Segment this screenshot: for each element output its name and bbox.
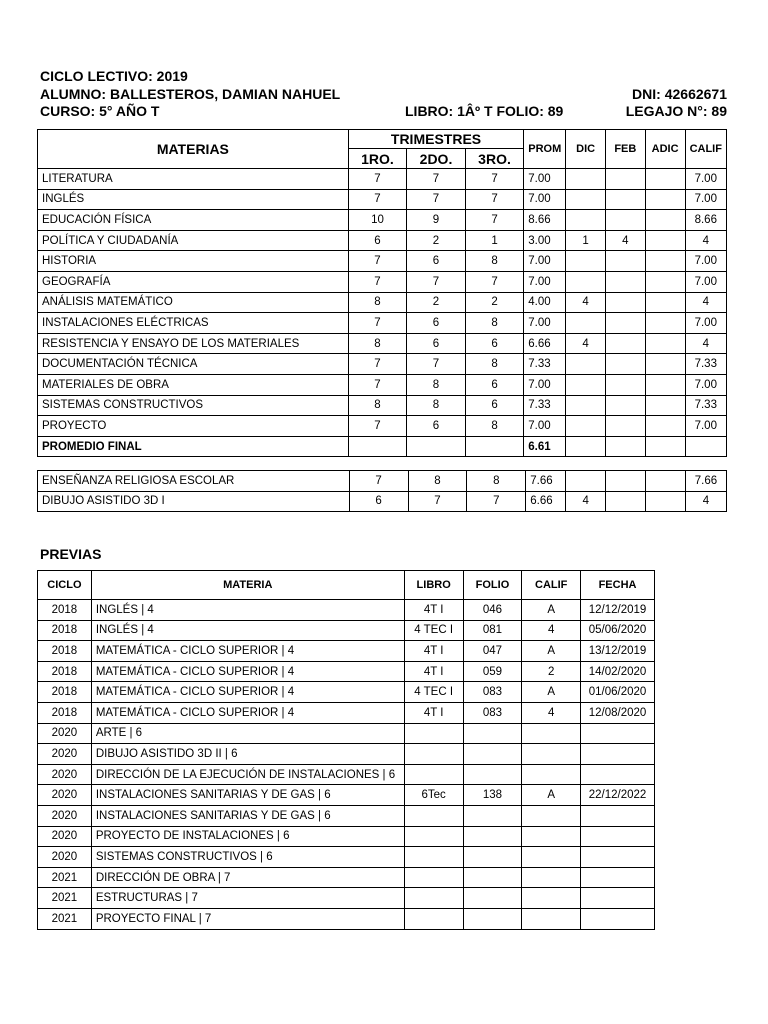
grade-cell: 2	[407, 230, 466, 251]
header-materias: MATERIAS	[38, 130, 349, 169]
grade-cell	[605, 333, 645, 354]
grade-cell: 4	[566, 292, 606, 313]
grade-cell: 8.66	[524, 210, 566, 231]
grade-cell: 6	[465, 333, 524, 354]
previa-fecha	[581, 826, 655, 847]
previa-calif: 4	[522, 620, 581, 641]
grade-cell	[566, 374, 606, 395]
grade-cell: 2	[465, 292, 524, 313]
previas-row	[38, 764, 655, 785]
previa-fecha	[581, 867, 655, 888]
previa-folio	[463, 744, 522, 765]
previa-folio	[463, 826, 522, 847]
grade-cell: 4	[566, 491, 606, 512]
libro-folio: LIBRO: 1Âº T FOLIO: 89	[405, 103, 564, 119]
previa-materia: PROYECTO DE INSTALACIONES | 6	[91, 826, 404, 847]
previa-fecha	[581, 764, 655, 785]
previa-ciclo: 2018	[38, 620, 92, 641]
previa-materia: MATEMÁTICA - CICLO SUPERIOR | 4	[91, 702, 404, 723]
previa-folio	[463, 764, 522, 785]
table-row	[38, 333, 727, 354]
grade-cell: 7	[348, 189, 407, 210]
subject-name: EDUCACIÓN FÍSICA	[38, 210, 349, 231]
table-row	[38, 354, 727, 375]
grade-cell: 6.66	[526, 491, 566, 512]
previa-folio: 047	[463, 641, 522, 662]
grade-cell	[645, 354, 685, 375]
grade-cell: 7.00	[685, 271, 726, 292]
grade-cell: 7.00	[524, 189, 566, 210]
grade-cell: 8	[465, 313, 524, 334]
previas-header-materia: MATERIA	[91, 571, 404, 600]
previa-materia: MATEMÁTICA - CICLO SUPERIOR | 4	[91, 641, 404, 662]
previa-folio	[463, 723, 522, 744]
grade-cell: 7.00	[524, 251, 566, 272]
previa-fecha	[581, 908, 655, 929]
previa-folio: 046	[463, 600, 522, 621]
subject-name: PROYECTO	[38, 416, 349, 437]
previas-row	[38, 826, 655, 847]
table-row	[38, 292, 727, 313]
previa-ciclo: 2021	[38, 888, 92, 909]
previa-materia: DIRECCIÓN DE OBRA | 7	[91, 867, 404, 888]
previa-materia: PROYECTO FINAL | 7	[91, 908, 404, 929]
table-row	[38, 416, 727, 437]
header-2do: 2DO.	[407, 149, 466, 169]
grade-cell: 8	[348, 395, 407, 416]
subject-name: INGLÉS	[38, 189, 349, 210]
previa-calif: 4	[522, 702, 581, 723]
previa-fecha: 13/12/2019	[581, 641, 655, 662]
grade-cell: 7.33	[524, 395, 566, 416]
grade-cell: 8	[407, 374, 466, 395]
grade-cell: 7	[408, 491, 467, 512]
grade-cell	[645, 251, 685, 272]
previa-folio: 138	[463, 785, 522, 806]
grade-cell	[605, 313, 645, 334]
grade-cell: 7	[465, 189, 524, 210]
previa-calif	[522, 867, 581, 888]
grade-cell: 8	[408, 471, 467, 492]
grade-cell: 4	[685, 333, 726, 354]
previas-row	[38, 723, 655, 744]
subject-name: DOCUMENTACIÓN TÉCNICA	[38, 354, 349, 375]
grade-cell	[645, 313, 685, 334]
previa-calif	[522, 847, 581, 868]
previas-title: PREVIAS	[40, 546, 102, 562]
previa-libro	[404, 888, 463, 909]
grade-cell: 7	[467, 491, 526, 512]
grade-cell: 7	[348, 169, 407, 190]
grade-cell: 7	[348, 313, 407, 334]
previas-row	[38, 661, 655, 682]
grades-table	[37, 129, 727, 457]
grade-cell: 7.33	[685, 395, 726, 416]
grade-cell: 7	[348, 354, 407, 375]
grade-cell	[566, 416, 606, 437]
previa-calif	[522, 908, 581, 929]
previa-calif: A	[522, 785, 581, 806]
grade-cell: 6	[407, 333, 466, 354]
previa-libro	[404, 908, 463, 929]
previas-row	[38, 600, 655, 621]
table-row	[38, 210, 727, 231]
grade-cell: 7	[348, 374, 407, 395]
grade-cell: 7	[407, 169, 466, 190]
previa-libro	[404, 744, 463, 765]
ciclo-lectivo: CICLO LECTIVO: 2019	[40, 68, 188, 84]
previa-libro	[404, 826, 463, 847]
grade-cell: 7	[465, 271, 524, 292]
grade-cell: 8	[465, 416, 524, 437]
grade-cell: 6	[407, 416, 466, 437]
previas-row	[38, 785, 655, 806]
previa-materia: ARTE | 6	[91, 723, 404, 744]
grade-cell	[645, 333, 685, 354]
table-row	[38, 374, 727, 395]
previa-libro	[404, 867, 463, 888]
grade-cell: 7	[348, 251, 407, 272]
previa-libro: 4T I	[404, 641, 463, 662]
extra-subjects-table	[37, 470, 727, 512]
promedio-final-row	[38, 436, 727, 457]
grade-cell: 7	[407, 354, 466, 375]
grade-cell	[645, 210, 685, 231]
previas-row	[38, 744, 655, 765]
previa-materia: ESTRUCTURAS | 7	[91, 888, 404, 909]
grade-cell: 10	[348, 210, 407, 231]
previa-folio	[463, 908, 522, 929]
grade-cell: 6	[407, 251, 466, 272]
grade-cell	[605, 374, 645, 395]
promedio-final-label: PROMEDIO FINAL	[38, 436, 349, 457]
previa-ciclo: 2018	[38, 641, 92, 662]
previas-header-fecha: FECHA	[581, 571, 655, 600]
grade-cell: 7.00	[685, 416, 726, 437]
previa-folio	[463, 888, 522, 909]
previa-libro: 6Tec	[404, 785, 463, 806]
subject-name: ANÁLISIS MATEMÁTICO	[38, 292, 349, 313]
grade-cell: 8	[348, 292, 407, 313]
previa-folio: 081	[463, 620, 522, 641]
grade-cell: 7.00	[685, 313, 726, 334]
previa-calif: A	[522, 682, 581, 703]
grade-cell: 7.00	[524, 374, 566, 395]
grade-cell	[645, 292, 685, 313]
table-row	[38, 491, 727, 512]
subject-name: RESISTENCIA Y ENSAYO DE LOS MATERIALES	[38, 333, 349, 354]
grade-cell: 7.33	[524, 354, 566, 375]
previa-fecha	[581, 723, 655, 744]
subject-name: SISTEMAS CONSTRUCTIVOS	[38, 395, 349, 416]
grade-cell	[566, 395, 606, 416]
previas-header-folio: FOLIO	[463, 571, 522, 600]
grade-cell	[566, 471, 606, 492]
previa-ciclo: 2020	[38, 764, 92, 785]
grade-cell: 6	[348, 230, 407, 251]
grade-cell	[645, 416, 685, 437]
table-row	[38, 251, 727, 272]
previa-libro	[404, 847, 463, 868]
header-calif: CALIF	[685, 130, 726, 169]
previas-row	[38, 682, 655, 703]
table-row	[38, 230, 727, 251]
grade-cell: 8	[407, 395, 466, 416]
grade-cell	[566, 169, 606, 190]
previa-ciclo: 2018	[38, 600, 92, 621]
grade-cell: 4.00	[524, 292, 566, 313]
previa-materia: INSTALACIONES SANITARIAS Y DE GAS | 6	[91, 785, 404, 806]
previa-folio: 083	[463, 682, 522, 703]
previa-folio: 083	[463, 702, 522, 723]
previa-ciclo: 2020	[38, 744, 92, 765]
grade-cell	[645, 395, 685, 416]
previas-row	[38, 847, 655, 868]
grade-cell	[645, 230, 685, 251]
grade-cell: 8.66	[685, 210, 726, 231]
grade-cell: 7	[407, 189, 466, 210]
legajo: LEGAJO N°: 89	[625, 103, 727, 119]
previa-fecha	[581, 805, 655, 826]
grade-cell: 7.00	[685, 189, 726, 210]
grade-cell: 3.00	[524, 230, 566, 251]
grade-cell: 7.00	[685, 169, 726, 190]
grade-cell: 7.00	[685, 251, 726, 272]
grade-cell	[566, 354, 606, 375]
grade-cell: 8	[465, 354, 524, 375]
grade-cell	[566, 251, 606, 272]
grade-cell: 7.00	[524, 271, 566, 292]
previa-fecha: 22/12/2022	[581, 785, 655, 806]
previas-header-ciclo: CICLO	[38, 571, 92, 600]
grade-cell: 6	[465, 374, 524, 395]
subject-name: LITERATURA	[38, 169, 349, 190]
previa-libro	[404, 764, 463, 785]
table-row	[38, 313, 727, 334]
grade-cell: 7	[348, 416, 407, 437]
previas-row	[38, 620, 655, 641]
previas-table	[37, 570, 655, 930]
grade-cell	[605, 395, 645, 416]
grade-cell: 9	[407, 210, 466, 231]
grade-cell	[605, 210, 645, 231]
grade-cell	[605, 416, 645, 437]
table-row	[38, 395, 727, 416]
grade-cell	[646, 471, 686, 492]
dni: DNI: 42662671	[632, 86, 727, 102]
grade-cell: 7.00	[524, 169, 566, 190]
grade-cell: 8	[348, 333, 407, 354]
previa-folio	[463, 805, 522, 826]
grade-cell	[605, 169, 645, 190]
previa-materia: DIBUJO ASISTIDO 3D II | 6	[91, 744, 404, 765]
previa-fecha: 12/12/2019	[581, 600, 655, 621]
header-trimestres: TRIMESTRES	[348, 130, 524, 149]
header-3ro: 3RO.	[465, 149, 524, 169]
previa-fecha	[581, 847, 655, 868]
grade-cell	[605, 271, 645, 292]
grade-cell: 7	[465, 210, 524, 231]
grade-cell: 7	[407, 271, 466, 292]
previa-calif	[522, 744, 581, 765]
grade-cell: 1	[465, 230, 524, 251]
previas-row	[38, 641, 655, 662]
subject-name: GEOGRAFÍA	[38, 271, 349, 292]
grade-cell: 8	[465, 251, 524, 272]
header-dic: DIC	[566, 130, 606, 169]
previas-header-libro: LIBRO	[404, 571, 463, 600]
grade-cell	[606, 471, 646, 492]
previa-calif: 2	[522, 661, 581, 682]
grade-cell: 7.66	[685, 471, 726, 492]
table-row	[38, 471, 727, 492]
grade-cell: 4	[685, 491, 726, 512]
header-feb: FEB	[605, 130, 645, 169]
previas-row	[38, 702, 655, 723]
grade-cell: 6	[465, 395, 524, 416]
previa-libro: 4 TEC I	[404, 620, 463, 641]
previa-libro: 4T I	[404, 661, 463, 682]
previa-folio	[463, 847, 522, 868]
previa-folio	[463, 867, 522, 888]
previa-libro	[404, 723, 463, 744]
previas-header-calif: CALIF	[522, 571, 581, 600]
previa-fecha: 12/08/2020	[581, 702, 655, 723]
grade-cell	[606, 491, 646, 512]
grade-cell: 1	[566, 230, 606, 251]
grade-cell: 4	[685, 230, 726, 251]
grade-cell	[645, 271, 685, 292]
grade-cell: 7.00	[685, 374, 726, 395]
curso: CURSO: 5° AÑO T	[40, 103, 160, 119]
grade-cell	[646, 491, 686, 512]
grade-cell	[605, 354, 645, 375]
table-row	[38, 189, 727, 210]
grade-cell	[566, 271, 606, 292]
previa-libro: 4T I	[404, 702, 463, 723]
grade-cell: 7.66	[526, 471, 566, 492]
previa-ciclo: 2020	[38, 785, 92, 806]
grade-cell: 7	[348, 271, 407, 292]
previa-fecha	[581, 744, 655, 765]
previa-ciclo: 2021	[38, 908, 92, 929]
previa-fecha	[581, 888, 655, 909]
previa-calif	[522, 723, 581, 744]
grade-cell	[605, 251, 645, 272]
alumno-name: ALUMNO: BALLESTEROS, DAMIAN NAHUEL	[40, 86, 341, 102]
subject-name: DIBUJO ASISTIDO 3D I	[38, 491, 350, 512]
grade-cell	[566, 313, 606, 334]
grade-cell: 6	[407, 313, 466, 334]
previa-libro	[404, 805, 463, 826]
previa-ciclo: 2018	[38, 702, 92, 723]
grade-cell	[566, 210, 606, 231]
grade-cell: 7.00	[524, 313, 566, 334]
previa-ciclo: 2020	[38, 826, 92, 847]
subject-name: POLÍTICA Y CIUDADANÍA	[38, 230, 349, 251]
previa-materia: MATEMÁTICA - CICLO SUPERIOR | 4	[91, 682, 404, 703]
previa-libro: 4 TEC I	[404, 682, 463, 703]
header-adic: ADIC	[645, 130, 685, 169]
previas-row	[38, 867, 655, 888]
previa-calif	[522, 805, 581, 826]
previa-fecha: 01/06/2020	[581, 682, 655, 703]
grade-cell: 4	[566, 333, 606, 354]
previa-calif: A	[522, 600, 581, 621]
previa-materia: SISTEMAS CONSTRUCTIVOS | 6	[91, 847, 404, 868]
grade-cell: 4	[685, 292, 726, 313]
grade-cell: 7	[465, 169, 524, 190]
grade-cell: 4	[605, 230, 645, 251]
grade-cell	[645, 189, 685, 210]
promedio-final-value: 6.61	[524, 436, 566, 457]
grade-cell: 7	[349, 471, 408, 492]
previa-libro: 4T I	[404, 600, 463, 621]
previa-materia: INSTALACIONES SANITARIAS Y DE GAS | 6	[91, 805, 404, 826]
previa-ciclo: 2020	[38, 723, 92, 744]
previa-calif	[522, 826, 581, 847]
grade-cell: 6	[349, 491, 408, 512]
previa-fecha: 14/02/2020	[581, 661, 655, 682]
subject-name: MATERIALES DE OBRA	[38, 374, 349, 395]
previas-row	[38, 805, 655, 826]
previa-ciclo: 2018	[38, 661, 92, 682]
previa-materia: MATEMÁTICA - CICLO SUPERIOR | 4	[91, 661, 404, 682]
grade-cell	[645, 374, 685, 395]
grade-cell	[605, 292, 645, 313]
previa-ciclo: 2018	[38, 682, 92, 703]
grade-cell: 8	[467, 471, 526, 492]
previas-row	[38, 908, 655, 929]
header-1ro: 1RO.	[348, 149, 407, 169]
previa-materia: DIRECCIÓN DE LA EJECUCIÓN DE INSTALACIONES | 6	[91, 764, 404, 785]
previa-fecha: 05/06/2020	[581, 620, 655, 641]
previa-ciclo: 2021	[38, 867, 92, 888]
grade-cell	[605, 189, 645, 210]
grade-cell	[645, 169, 685, 190]
previas-row	[38, 888, 655, 909]
grade-cell: 7.00	[524, 416, 566, 437]
previa-calif	[522, 764, 581, 785]
table-row	[38, 271, 727, 292]
header-prom: PROM	[524, 130, 566, 169]
grade-cell	[566, 189, 606, 210]
subject-name: INSTALACIONES ELÉCTRICAS	[38, 313, 349, 334]
previa-ciclo: 2020	[38, 805, 92, 826]
table-row	[38, 169, 727, 190]
previa-calif: A	[522, 641, 581, 662]
grade-cell: 6.66	[524, 333, 566, 354]
previa-calif	[522, 888, 581, 909]
grade-cell: 2	[407, 292, 466, 313]
previa-materia: INGLÉS | 4	[91, 600, 404, 621]
subject-name: ENSEÑANZA RELIGIOSA ESCOLAR	[38, 471, 350, 492]
previa-materia: INGLÉS | 4	[91, 620, 404, 641]
previa-folio: 059	[463, 661, 522, 682]
grade-cell: 7.33	[685, 354, 726, 375]
previa-ciclo: 2020	[38, 847, 92, 868]
subject-name: HISTORIA	[38, 251, 349, 272]
